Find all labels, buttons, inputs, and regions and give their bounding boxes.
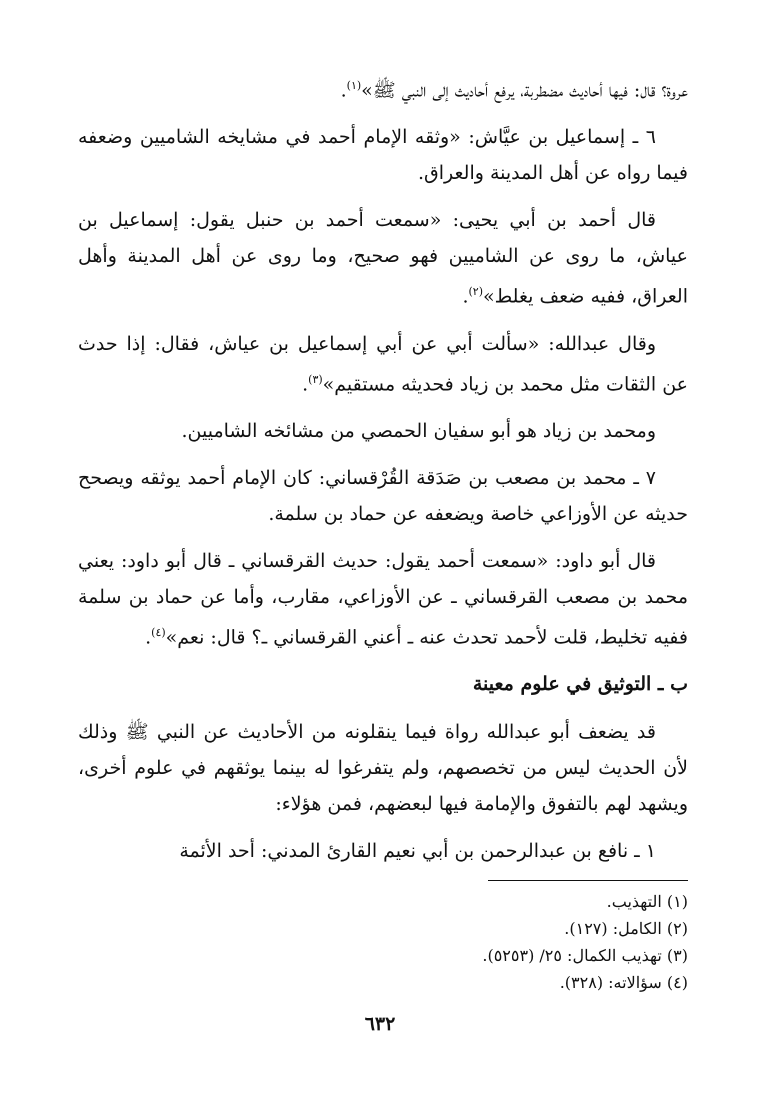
paragraph-4-text: وقال عبدالله: «سألت أبي عن أبي إسماعيل بن عياش، فقال: إذا حدث عن الثقات مثل محمد بن زياد فحديثه مستقيم» [78,332,688,395]
footnote-ref-2: (٢) [468,285,484,299]
paragraph-3 [78,202,688,314]
paragraph-4-end: . [302,372,309,395]
paragraph-6 [78,460,688,532]
paragraph-8 [78,714,688,822]
paragraph-3-text: قال أحمد بن أبي يحيى: «سمعت أحمد بن حنبل يقول: إسماعيل بن عياش، ما روى عن الشاميين فهو صحيح، وما روى عن أهل المدينة وأهل العراق، ففيه ضعف يغلط» [78,209,688,308]
paragraph-2 [78,119,688,191]
footnote-3: (٣) تهذيب الكمال: ٢٥/ (٥٢٥٣). [482,946,688,965]
paragraph-4 [78,326,688,402]
footnote-4: (٤) سؤالاته: (٣٢٨). [559,973,688,992]
paragraph-8-text: قد يضعف أبو عبدالله رواة فيما ينقلونه من الأحاديث عن النبي ﷺ وذلك لأن الحديث ليس من تخصصهم، ولم يتفرغوا له بينما يوثقهم في علوم أخرى، ويشهد لهم بالتفوق والإمامة فيها لبعضهم، فمن هؤلاء: [78,721,688,816]
paragraph-7-text: قال أبو داود: «سمعت أحمد يقول: حديث القرقساني ـ قال أبو داود: يعني محمد بن مصعب القرقساني ـ عن الأوزاعي، مقارب، وأما عن حماد بن سلمة ففيه تخليط، قلت لأحمد تحدث عنه ـ أعني القرقساني ـ؟ قال: نعم» [78,549,688,649]
footnote-1: (١) التهذيب. [606,892,688,911]
paragraph-7 [78,543,688,655]
page-number: ٦٣٢ [364,1013,396,1035]
footnote-2: (٢) الكامل: (١٢٧). [564,919,688,938]
paragraph-2-text: ٦ ـ إسماعيل بن عيَّاش: «وثقه الإمام أحمد في مشايخه الشاميين وضعفه فيما رواه عن أهل المدينة والعراق. [78,126,688,185]
footnote-ref-1: (١) [346,79,362,92]
paragraph-1-end: . [340,79,347,102]
paragraph-9-text: ١ ـ نافع بن عبدالرحمن بن أبي نعيم القارئ المدني: أحد الأئمة [179,840,656,863]
footnotes [78,888,688,996]
paragraph-5-text: ومحمد بن زياد هو أبو سفيان الحمصي من مشائخه الشاميين. [181,419,656,442]
footnote-divider [488,880,688,881]
paragraph-6-text: ٧ ـ محمد بن مصعب بن صَدَقة القُرْقساني: كان الإمام أحمد يوثقه ويصحح حديثه عن الأوزاعي خاصة ويضعفه عن حماد بن سلمة. [78,466,688,525]
footnote-ref-4: (٤) [151,625,166,639]
footnote-ref-3: (٣) [308,372,323,386]
paragraph-1-text: عروة؟ قال: فيها أحاديث مضطربة، يرفع أحاديث إلى النبي ﷺ» [361,79,688,102]
paragraph-9 [78,833,688,869]
main-text [78,68,688,880]
section-heading: ب ـ التوثيق في علوم معينة [472,673,688,696]
paragraph-1 [78,68,688,108]
paragraph-3-end: . [462,285,469,308]
paragraph-5 [78,413,688,449]
paragraph-7-end: . [145,626,152,649]
